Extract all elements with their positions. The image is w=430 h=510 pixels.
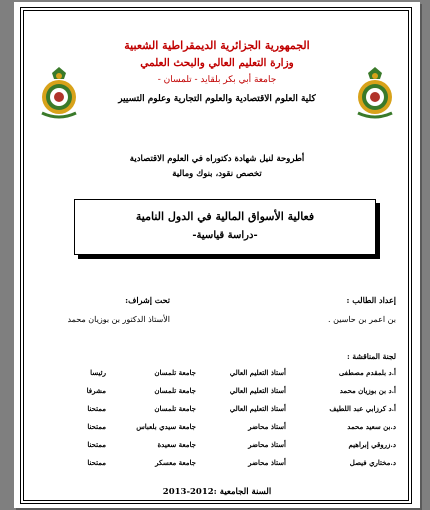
member-rank: أستاذ التعليم العالي — [229, 404, 286, 413]
ministry-heading: وزارة التعليم العالي والبحث العلمي — [140, 57, 294, 69]
member-rank: أستاذ محاضر — [248, 422, 286, 431]
member-role: ممتحنا — [87, 404, 106, 413]
committee-row — [38, 422, 396, 436]
academic-year: السنة الجامعية :2012-2013 — [162, 487, 272, 497]
member-role: مشرفا — [86, 386, 106, 395]
thesis-specialization: تخصص نقود، بنوك ومالية — [172, 169, 262, 179]
supervisor-label: تحت إشراف: — [125, 295, 170, 305]
committee-row — [38, 440, 396, 454]
member-rank: أستاذ التعليم العالي — [229, 386, 286, 395]
member-role: رئيسا — [90, 368, 106, 377]
member-institution: جامعة تلمسان — [154, 404, 196, 413]
member-name: أ.د بلمقدم مصطفى — [338, 368, 396, 377]
thesis-degree: أطروحة لنيل شهادة دكتوراه في العلوم الاقتصادية — [129, 154, 305, 164]
faculty-heading: كلية العلوم الاقتصادية والعلوم التجارية وعلوم التسيير — [118, 94, 316, 104]
committee-row — [38, 404, 396, 418]
member-institution: جامعة تلمسان — [154, 368, 196, 377]
committee-label: لجنة المناقشة : — [347, 352, 396, 361]
member-institution: جامعة معسكر — [155, 458, 196, 467]
student-name: بن اعمر بن حاسين . — [328, 315, 396, 324]
thesis-title: فعالية الأسواق المالية في الدول النامية — [135, 210, 315, 223]
member-institution: جامعة سعيدة — [157, 440, 196, 449]
member-rank: أستاذ محاضر — [248, 440, 286, 449]
member-name: أ.د بن بوزيان محمد — [339, 386, 396, 395]
committee-row — [38, 386, 396, 400]
member-rank: أستاذ محاضر — [248, 458, 286, 467]
member-role: ممتحنا — [87, 422, 106, 431]
university-emblem-icon-left — [38, 65, 80, 119]
supervisor-name: الأستاذ الدكتور بن بوزيان محمد — [67, 315, 170, 324]
member-institution: جامعة سيدي بلعباس — [136, 422, 196, 431]
member-role: ممتحنا — [87, 440, 106, 449]
member-role: ممتحنا — [87, 458, 106, 467]
thesis-subtitle: -دراسة قياسية- — [192, 230, 258, 241]
member-rank: أستاذ التعليم العالي — [229, 368, 286, 377]
committee-row — [38, 368, 396, 382]
member-name: د.مختاري فيصل — [349, 458, 396, 467]
republic-heading: الجمهورية الجزائرية الديمقراطية الشعبية — [124, 39, 310, 52]
member-name: أ.د كرزابي عبد اللطيف — [329, 404, 396, 413]
university-emblem-icon-right — [354, 65, 396, 119]
member-name: د.زروقي إبراهيم — [348, 440, 396, 449]
committee-row — [38, 458, 396, 472]
title-box — [74, 199, 376, 255]
document-page — [14, 2, 420, 508]
member-name: د.بن سعيد محمد — [347, 422, 396, 431]
university-heading: جامعة أبي بكر بلقايد - تلمسان - — [157, 75, 277, 85]
student-label: إعداد الطالب : — [346, 295, 396, 305]
member-institution: جامعة تلمسان — [154, 386, 196, 395]
